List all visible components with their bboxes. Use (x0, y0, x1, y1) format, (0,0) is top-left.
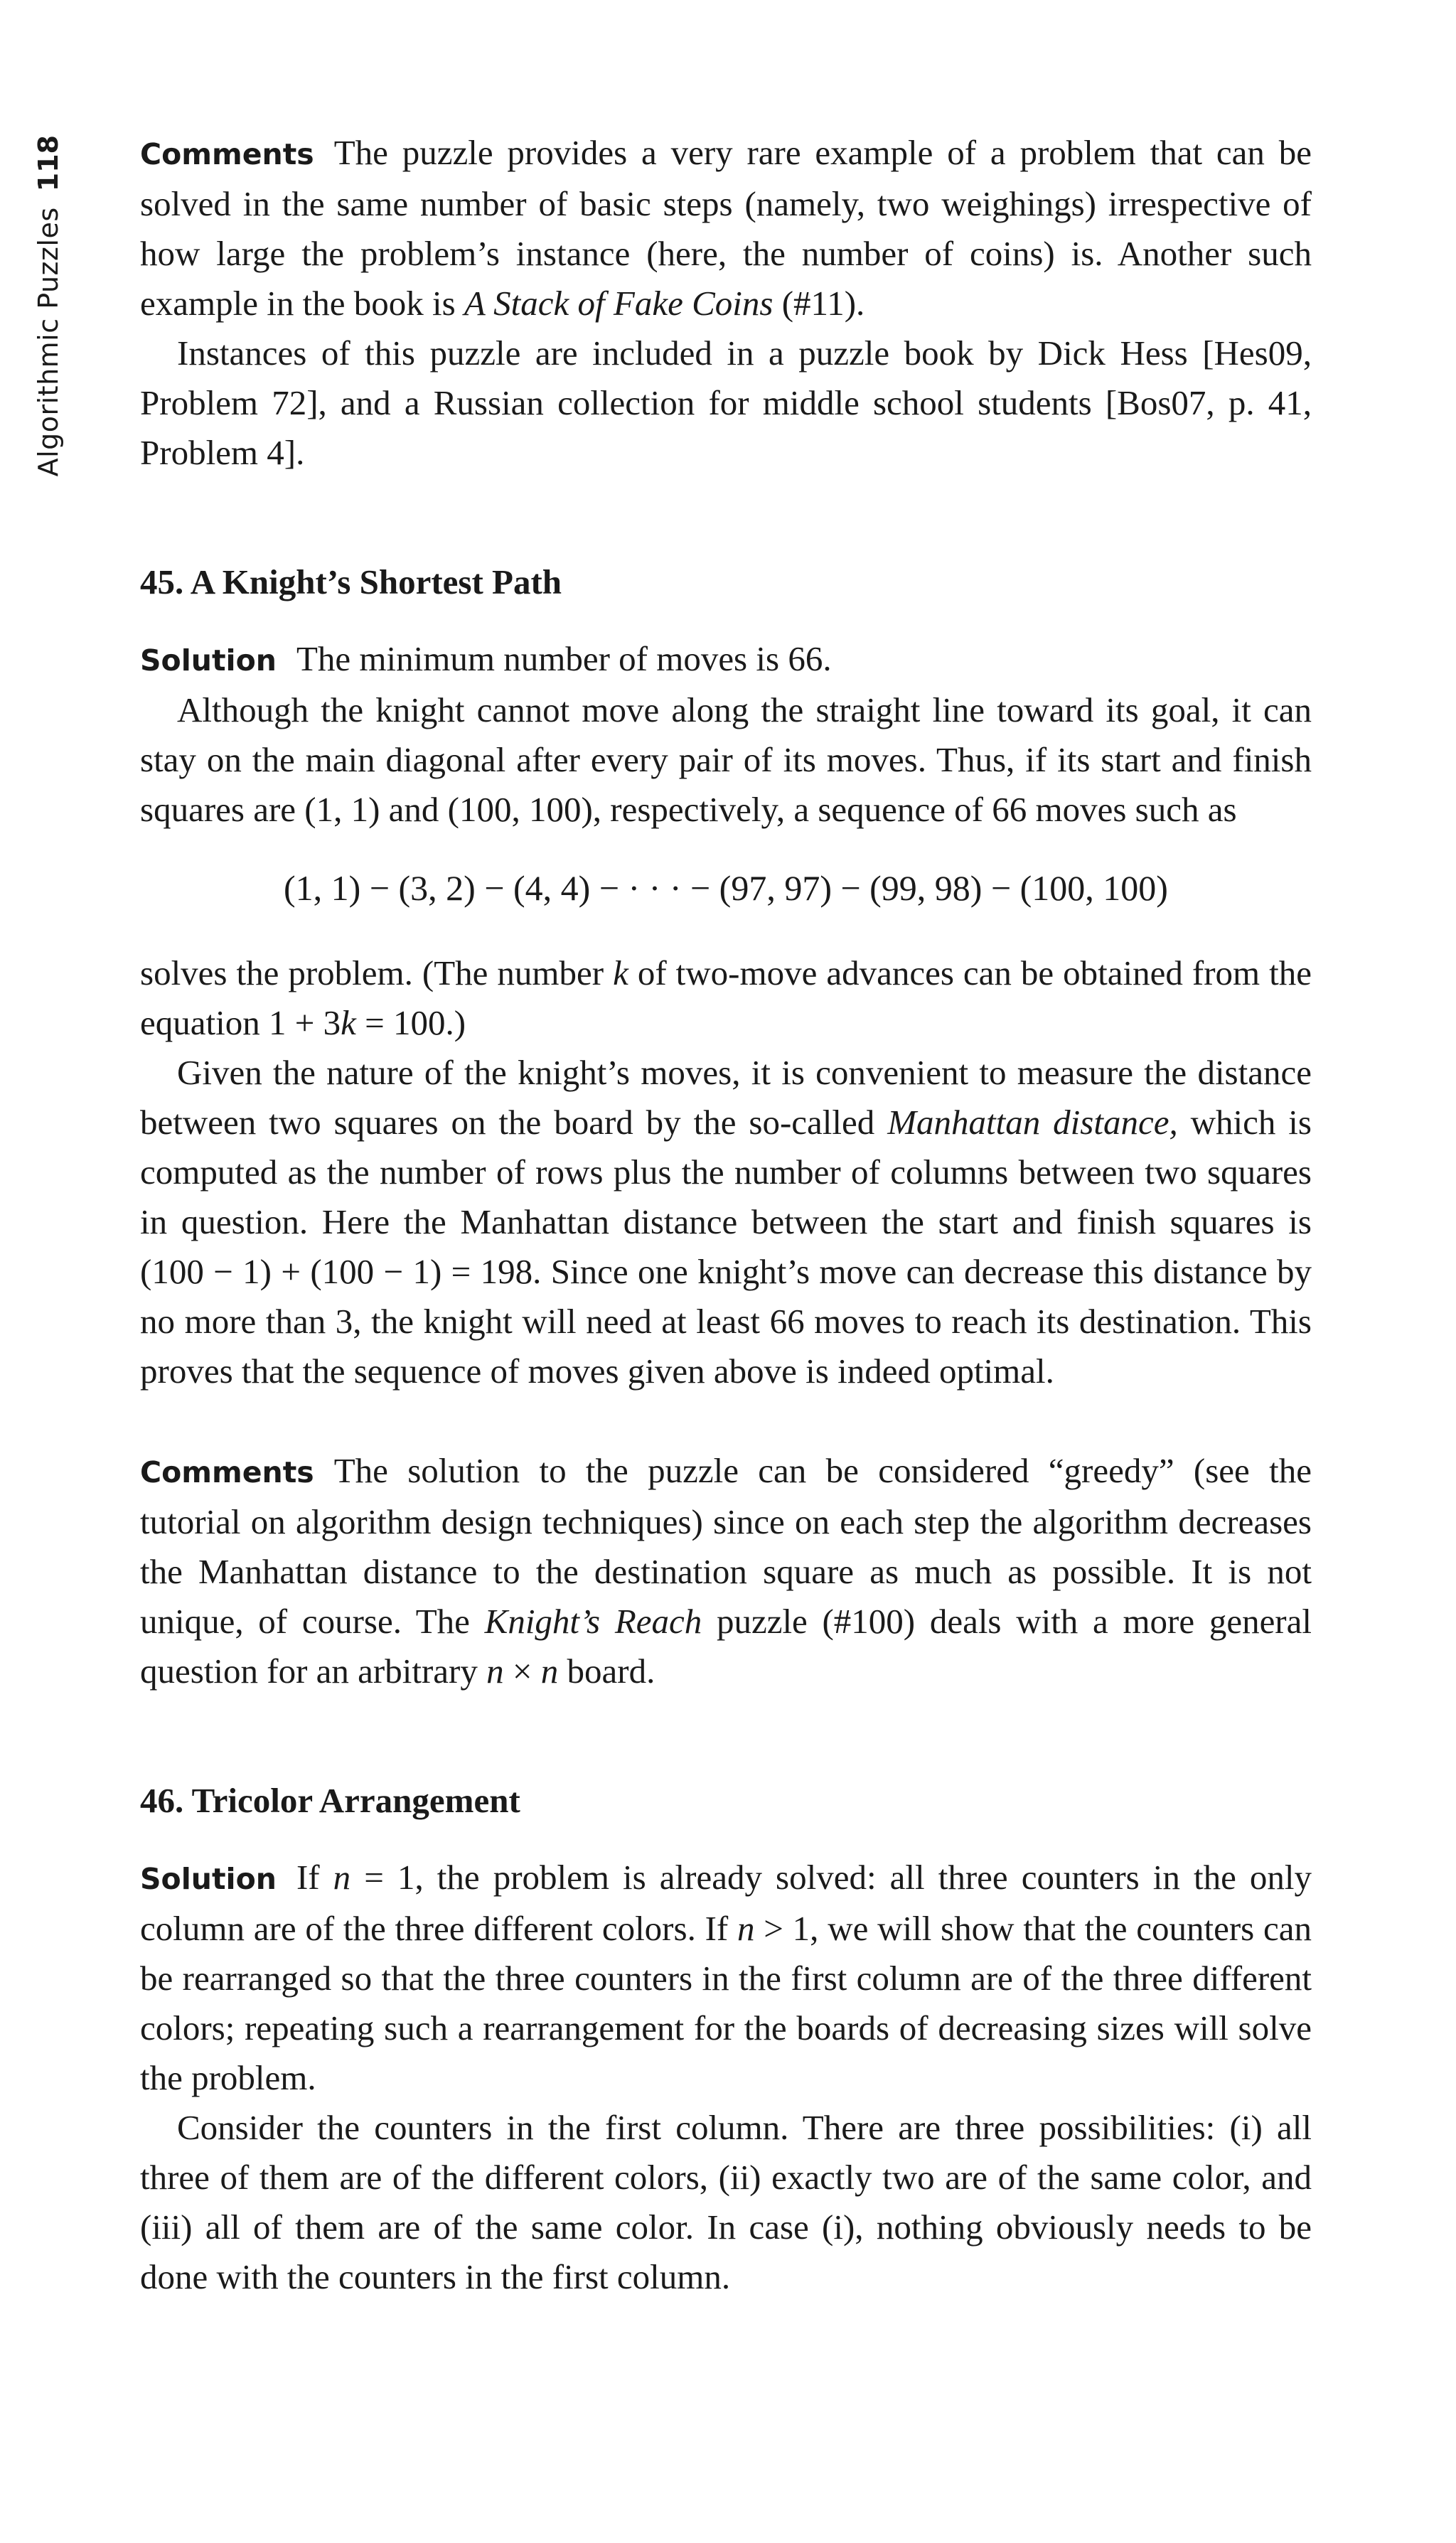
section-46-paragraph-2: Consider the counters in the first column. There are three possibilities: (i) all three of them are of the different colors, (ii) exactly two are of the same color, and (iii) all of them are of the same color. In case (i), nothing obviously needs to be done with the counters in the first column. (140, 2108, 1312, 2296)
page-number: 118 (33, 135, 64, 192)
book-title: Algorithmic Puzzles (33, 207, 64, 477)
section-45-paragraph-3: solves the problem. (The number k of two-move advances can be obtained from the equation 1 + 3k = 100.) (140, 953, 1312, 1042)
solution-label: Solution (140, 1862, 277, 1896)
section-46-title: 46. Tricolor Arrangement (140, 1781, 520, 1820)
solution-label: Solution (140, 643, 277, 678)
comments-label: Comments (140, 1455, 314, 1489)
section-45-paragraph-2: Although the knight cannot move along the straight line toward its goal, it can stay on the main diagonal after every pair of its moves. Thus, if its start and finish squares are (1, 1) and (100, 100), respectively, a sequence of 66 moves such as (140, 690, 1312, 829)
comments-44-paragraph-2: Instances of this puzzle are included in a puzzle book by Dick Hess [Hes09, Problem 72], and a Russian collection for middle school students [Bos07, p. 41, Problem 4]. (140, 333, 1312, 472)
knight-path-equation: (1, 1) − (3, 2) − (4, 4) − · · · − (97, 97) − (99, 98) − (100, 100) (284, 868, 1168, 908)
section-45-paragraph-4: Given the nature of the knight’s moves, it is convenient to measure the distance between two squares on the board by the so-called Manhattan distance, which is computed as the number of rows plus the number of columns between two squares in question. Here the Manhattan distance between the start and finish squares is (100 − 1) + (100 − 1) = 198. Since one knight’s move can decrease this distance by no more than 3, the knight will need at least 66 moves to reach its destination. This proves that the sequence of moves given above is indeed optimal. (140, 1053, 1312, 1391)
page-body (140, 128, 1312, 2302)
comments-44-paragraph-1: Comments The puzzle provides a very rare example of a problem that can be solved in the same number of basic steps (namely, two weighings) irrespective of how large the problem’s instance (here, the number of coins) is. Another such example in the book is A Stack of Fake Coins (#11). (140, 133, 1312, 323)
section-45-title: 45. A Knight’s Shortest Path (140, 562, 562, 601)
section-45-solution: Solution The minimum number of moves is 66. (140, 639, 832, 678)
section-46-solution: Solution If n = 1, the problem is already solved: all three counters in the only column are of the three different colors. If n > 1, we will show that the counters can be rearranged so that the three counters in the first column are of the three different colors; repeating such a rearrangement for the boards of decreasing sizes will solve the problem. (140, 1858, 1312, 2097)
running-head (27, 135, 70, 533)
comments-label: Comments (140, 137, 314, 171)
section-45-comments: Comments The solution to the puzzle can be considered “greedy” (see the tutorial on algorithm design techniques) since on each step the algorithm decreases the Manhattan distance to the destination square as much as possible. It is not unique, of course. The Knight’s Reach puzzle (#100) deals with a more general question for an arbitrary n × n board. (140, 1451, 1312, 1691)
